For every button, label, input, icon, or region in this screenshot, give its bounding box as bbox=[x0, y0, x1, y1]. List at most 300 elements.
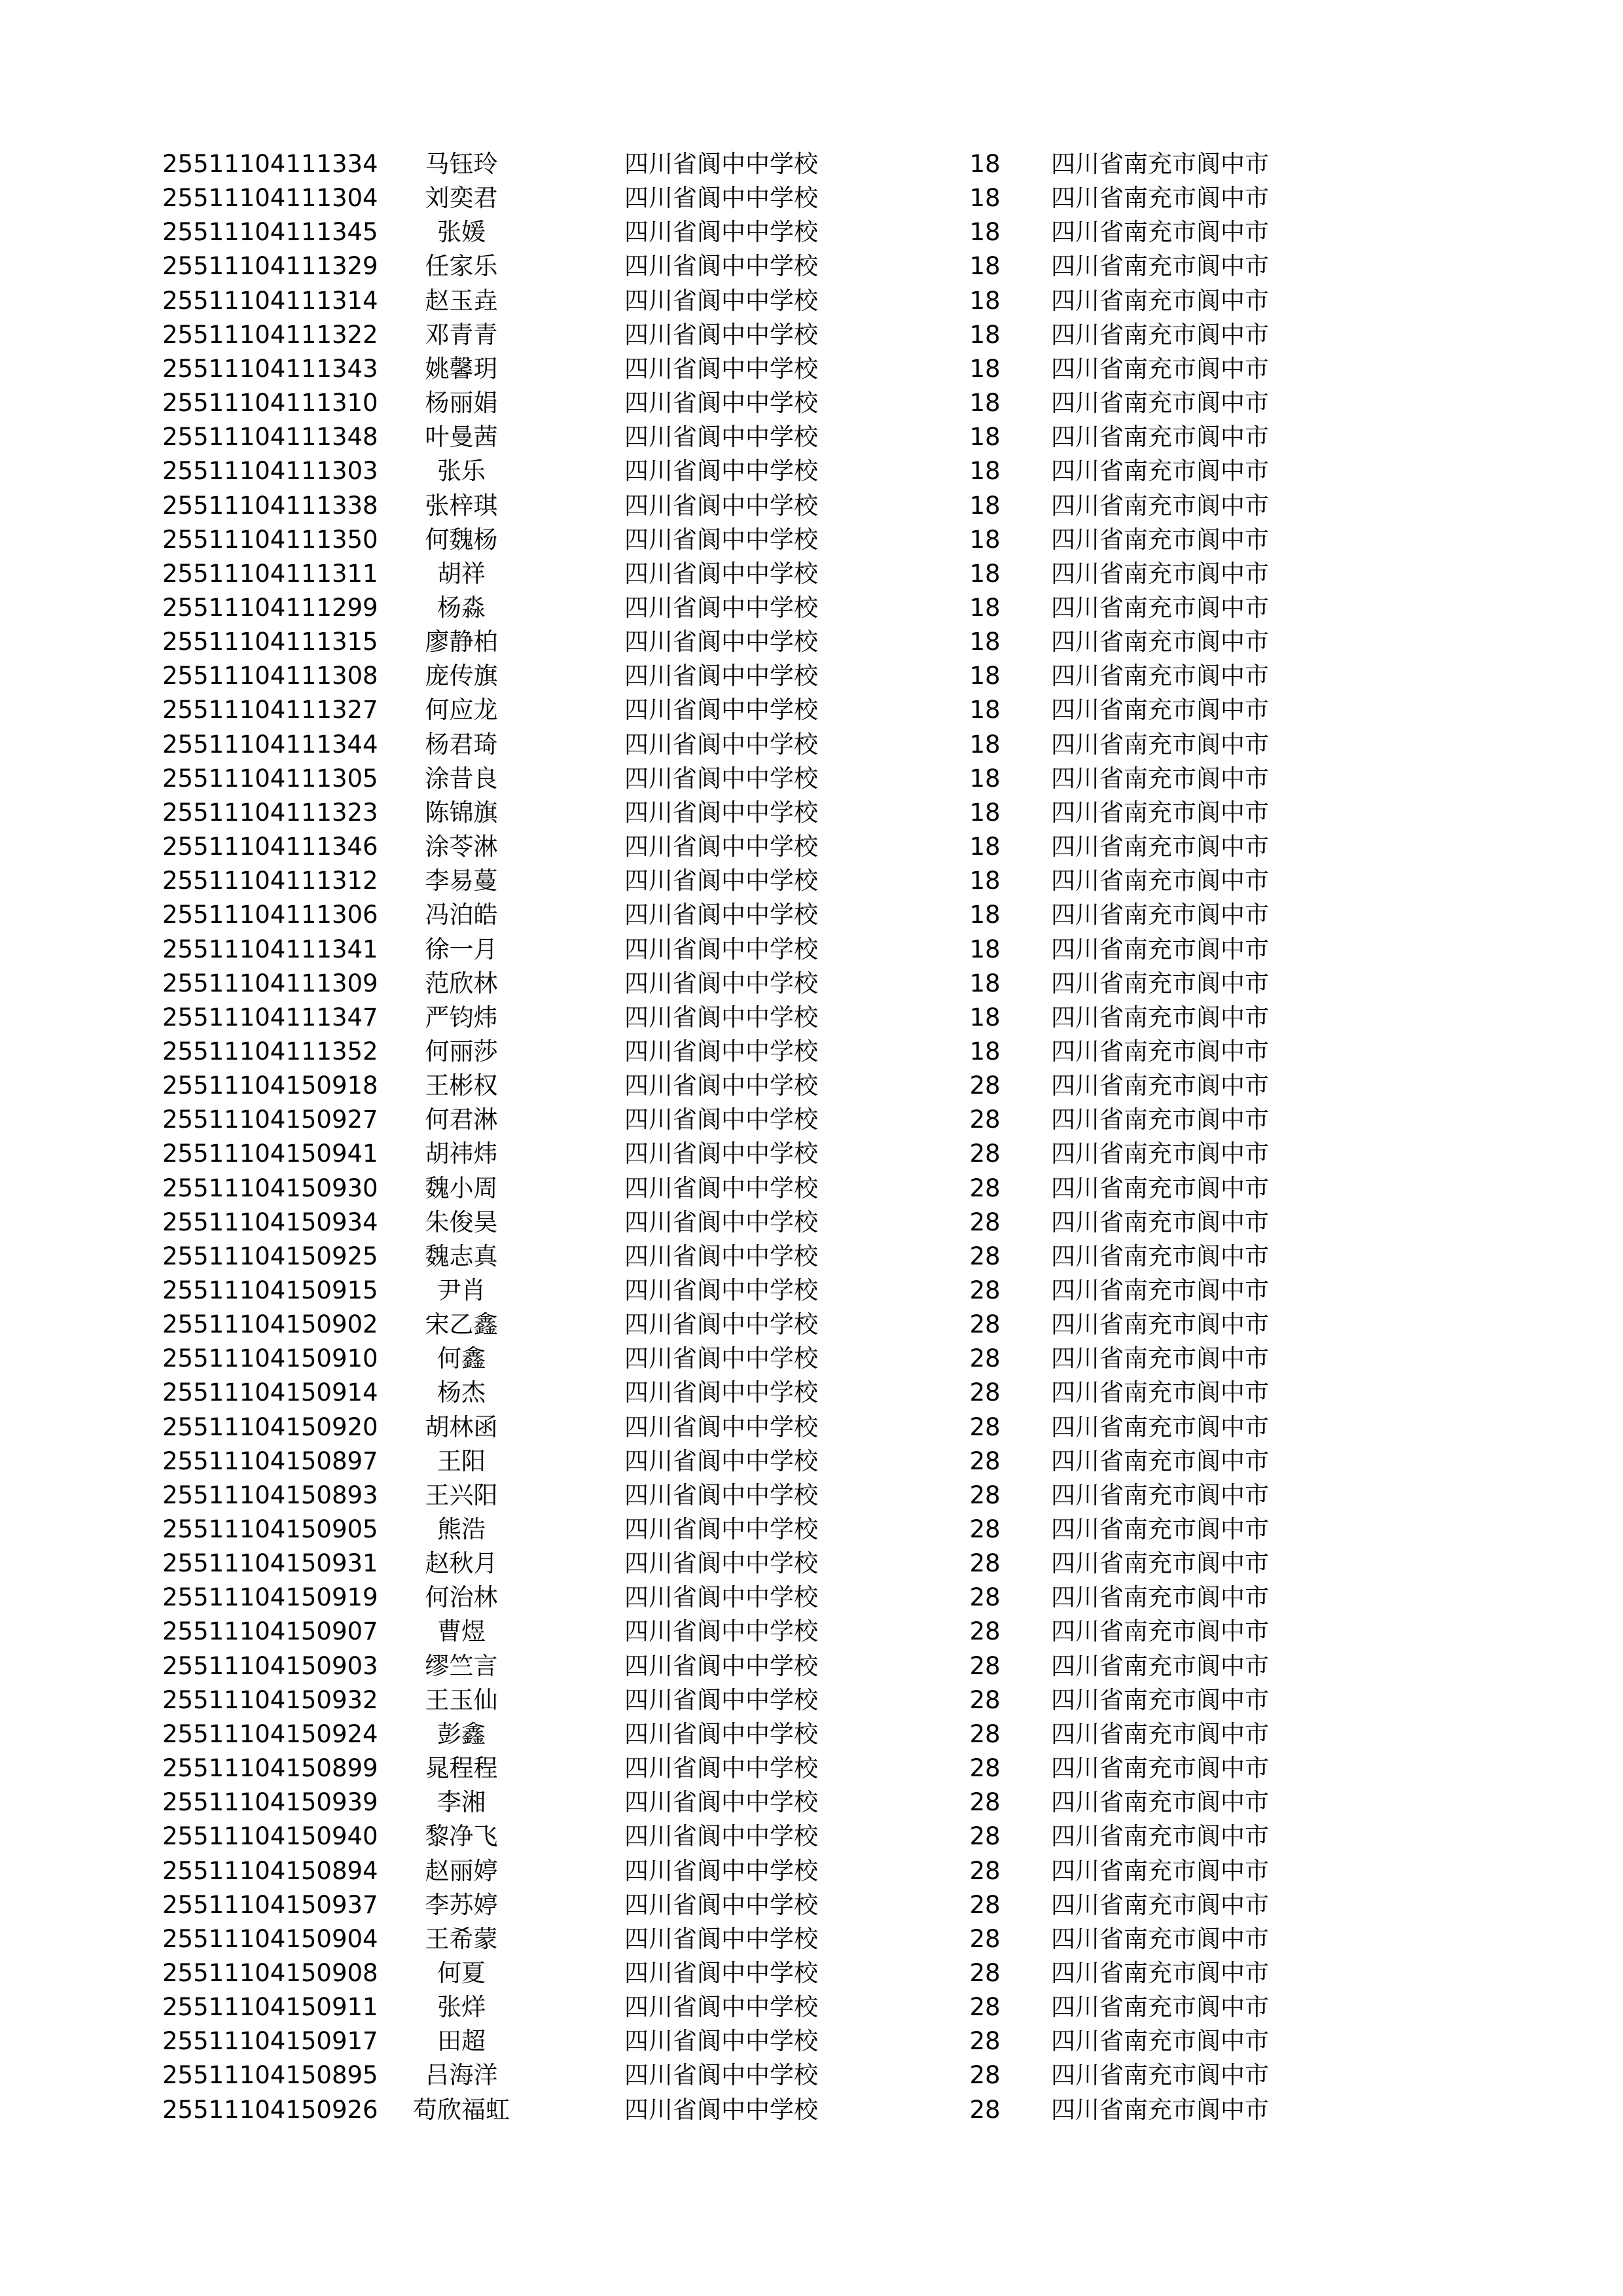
code-cell: 18 bbox=[969, 525, 1001, 554]
school-cell: 四川省阆中中学校 bbox=[624, 1105, 818, 1134]
student-id-cell: 25511104150903 bbox=[162, 1651, 378, 1680]
student-id-cell: 25511104111322 bbox=[162, 320, 378, 349]
school-cell: 四川省阆中中学校 bbox=[624, 184, 818, 213]
table-row bbox=[0, 420, 1623, 454]
code-cell: 28 bbox=[969, 1890, 1001, 1919]
table-row bbox=[0, 1615, 1623, 1649]
student-name-cell: 范欣林 bbox=[425, 969, 498, 997]
region-cell: 四川省南充市阆中市 bbox=[1051, 1993, 1269, 2022]
school-cell: 四川省阆中中学校 bbox=[624, 559, 818, 588]
student-id-cell: 25511104150930 bbox=[162, 1174, 378, 1202]
region-cell: 四川省南充市阆中市 bbox=[1051, 1037, 1269, 1066]
student-name-cell: 冯泊皓 bbox=[425, 901, 498, 929]
student-id-cell: 25511104111352 bbox=[162, 1037, 378, 1066]
table-row bbox=[0, 1410, 1623, 1444]
student-name-cell: 刘奕君 bbox=[425, 184, 498, 213]
region-cell: 四川省南充市阆中市 bbox=[1051, 1822, 1269, 1851]
student-id-cell: 25511104150925 bbox=[162, 1242, 378, 1270]
table-row bbox=[0, 762, 1623, 796]
school-cell: 四川省阆中中学校 bbox=[624, 1754, 818, 1782]
student-id-cell: 25511104150924 bbox=[162, 1719, 378, 1748]
school-cell: 四川省阆中中学校 bbox=[624, 1890, 818, 1919]
student-name-cell: 王兴阳 bbox=[425, 1480, 498, 1509]
code-cell: 28 bbox=[969, 1754, 1001, 1782]
school-cell: 四川省阆中中学校 bbox=[624, 593, 818, 622]
table-row bbox=[0, 523, 1623, 557]
student-id-cell: 25511104111310 bbox=[162, 389, 378, 417]
student-id-cell: 25511104111309 bbox=[162, 969, 378, 997]
student-name-cell: 廖静柏 bbox=[425, 628, 498, 656]
school-cell: 四川省阆中中学校 bbox=[624, 730, 818, 759]
table-row bbox=[0, 147, 1623, 181]
student-name-cell: 彭鑫 bbox=[437, 1719, 486, 1748]
student-name-cell: 陈锦旗 bbox=[425, 798, 498, 827]
code-cell: 28 bbox=[969, 1139, 1001, 1168]
school-cell: 四川省阆中中学校 bbox=[624, 1412, 818, 1441]
table-row bbox=[0, 1103, 1623, 1137]
student-id-cell: 25511104150899 bbox=[162, 1754, 378, 1782]
code-cell: 18 bbox=[969, 354, 1001, 383]
region-cell: 四川省南充市阆中市 bbox=[1051, 1856, 1269, 1885]
table-row bbox=[0, 1342, 1623, 1376]
table-row bbox=[0, 728, 1623, 762]
code-cell: 18 bbox=[969, 252, 1001, 281]
student-name-cell: 庞传旗 bbox=[425, 662, 498, 691]
student-id-cell: 25511104111344 bbox=[162, 730, 378, 759]
student-id-cell: 25511104111334 bbox=[162, 150, 378, 178]
student-name-cell: 胡林函 bbox=[425, 1412, 498, 1441]
region-cell: 四川省南充市阆中市 bbox=[1051, 1310, 1269, 1339]
code-cell: 28 bbox=[969, 1685, 1001, 1714]
region-cell: 四川省南充市阆中市 bbox=[1051, 1105, 1269, 1134]
student-id-cell: 25511104111346 bbox=[162, 833, 378, 861]
code-cell: 28 bbox=[969, 2061, 1001, 2090]
table-row bbox=[0, 1683, 1623, 1717]
region-cell: 四川省南充市阆中市 bbox=[1051, 662, 1269, 691]
region-cell: 四川省南充市阆中市 bbox=[1051, 730, 1269, 759]
code-cell: 18 bbox=[969, 389, 1001, 417]
student-id-cell: 25511104150927 bbox=[162, 1105, 378, 1134]
region-cell: 四川省南充市阆中市 bbox=[1051, 1583, 1269, 1612]
region-cell: 四川省南充市阆中市 bbox=[1051, 1480, 1269, 1509]
student-name-cell: 晁程程 bbox=[425, 1754, 498, 1782]
student-id-cell: 25511104150932 bbox=[162, 1685, 378, 1714]
code-cell: 18 bbox=[969, 559, 1001, 588]
student-name-cell: 胡祎炜 bbox=[425, 1139, 498, 1168]
school-cell: 四川省阆中中学校 bbox=[624, 218, 818, 247]
region-cell: 四川省南充市阆中市 bbox=[1051, 1719, 1269, 1748]
code-cell: 28 bbox=[969, 1412, 1001, 1441]
region-cell: 四川省南充市阆中市 bbox=[1051, 901, 1269, 929]
table-row bbox=[0, 1444, 1623, 1479]
student-id-cell: 25511104150926 bbox=[162, 2095, 378, 2124]
school-cell: 四川省阆中中学校 bbox=[624, 1958, 818, 1987]
table-row bbox=[0, 933, 1623, 967]
student-id-cell: 25511104111345 bbox=[162, 218, 378, 247]
region-cell: 四川省南充市阆中市 bbox=[1051, 1071, 1269, 1100]
student-id-cell: 25511104150915 bbox=[162, 1276, 378, 1304]
table-row bbox=[0, 352, 1623, 386]
region-cell: 四川省南充市阆中市 bbox=[1051, 798, 1269, 827]
student-id-cell: 25511104150914 bbox=[162, 1378, 378, 1407]
table-row bbox=[0, 796, 1623, 830]
school-cell: 四川省阆中中学校 bbox=[624, 2061, 818, 2090]
table-row bbox=[0, 249, 1623, 283]
student-name-cell: 马钰玲 bbox=[425, 150, 498, 178]
region-cell: 四川省南充市阆中市 bbox=[1051, 184, 1269, 213]
school-cell: 四川省阆中中学校 bbox=[624, 628, 818, 656]
student-id-cell: 25511104111306 bbox=[162, 901, 378, 929]
school-cell: 四川省阆中中学校 bbox=[624, 1549, 818, 1578]
student-id-cell: 25511104111341 bbox=[162, 935, 378, 963]
student-id-cell: 25511104111305 bbox=[162, 764, 378, 793]
code-cell: 18 bbox=[969, 150, 1001, 178]
table-row bbox=[0, 1751, 1623, 1785]
school-cell: 四川省阆中中学校 bbox=[624, 1344, 818, 1373]
student-id-cell: 25511104150893 bbox=[162, 1480, 378, 1509]
code-cell: 28 bbox=[969, 1344, 1001, 1373]
table-row bbox=[0, 1990, 1623, 2024]
code-cell: 18 bbox=[969, 218, 1001, 247]
student-id-cell: 25511104111308 bbox=[162, 662, 378, 691]
table-row bbox=[0, 1479, 1623, 1513]
school-cell: 四川省阆中中学校 bbox=[624, 1139, 818, 1168]
student-id-cell: 25511104150904 bbox=[162, 1924, 378, 1953]
code-cell: 28 bbox=[969, 1174, 1001, 1202]
code-cell: 18 bbox=[969, 730, 1001, 759]
code-cell: 28 bbox=[969, 1242, 1001, 1270]
region-cell: 四川省南充市阆中市 bbox=[1051, 764, 1269, 793]
school-cell: 四川省阆中中学校 bbox=[624, 423, 818, 452]
table-row bbox=[0, 1547, 1623, 1581]
table-row bbox=[0, 2024, 1623, 2058]
student-id-cell: 25511104111314 bbox=[162, 286, 378, 315]
table-row bbox=[0, 1274, 1623, 1308]
school-cell: 四川省阆中中学校 bbox=[624, 1378, 818, 1407]
student-name-cell: 熊浩 bbox=[437, 1515, 486, 1543]
student-name-cell: 徐一月 bbox=[425, 935, 498, 963]
region-cell: 四川省南充市阆中市 bbox=[1051, 593, 1269, 622]
school-cell: 四川省阆中中学校 bbox=[624, 2095, 818, 2124]
student-id-cell: 25511104150940 bbox=[162, 1822, 378, 1851]
student-name-cell: 涂昔良 bbox=[425, 764, 498, 793]
region-cell: 四川省南充市阆中市 bbox=[1051, 1685, 1269, 1714]
school-cell: 四川省阆中中学校 bbox=[624, 1174, 818, 1202]
region-cell: 四川省南充市阆中市 bbox=[1051, 1412, 1269, 1441]
school-cell: 四川省阆中中学校 bbox=[624, 833, 818, 861]
region-cell: 四川省南充市阆中市 bbox=[1051, 457, 1269, 486]
student-name-cell: 尹肖 bbox=[437, 1276, 486, 1304]
region-cell: 四川省南充市阆中市 bbox=[1051, 969, 1269, 997]
region-cell: 四川省南充市阆中市 bbox=[1051, 1242, 1269, 1270]
code-cell: 28 bbox=[969, 1105, 1001, 1134]
code-cell: 18 bbox=[969, 935, 1001, 963]
student-id-cell: 25511104111311 bbox=[162, 559, 378, 588]
table-row bbox=[0, 2058, 1623, 2092]
student-id-cell: 25511104111303 bbox=[162, 457, 378, 486]
code-cell: 28 bbox=[969, 1208, 1001, 1236]
student-name-cell: 王希蒙 bbox=[425, 1924, 498, 1953]
table-row bbox=[0, 386, 1623, 420]
table-row bbox=[0, 1649, 1623, 1683]
student-id-cell: 25511104150934 bbox=[162, 1208, 378, 1236]
table-row bbox=[0, 625, 1623, 659]
student-name-cell: 何夏 bbox=[437, 1958, 486, 1987]
table-row bbox=[0, 181, 1623, 215]
student-name-cell: 李苏婷 bbox=[425, 1890, 498, 1919]
school-cell: 四川省阆中中学校 bbox=[624, 389, 818, 417]
region-cell: 四川省南充市阆中市 bbox=[1051, 1924, 1269, 1953]
code-cell: 18 bbox=[969, 696, 1001, 725]
code-cell: 18 bbox=[969, 1037, 1001, 1066]
school-cell: 四川省阆中中学校 bbox=[624, 1242, 818, 1270]
student-name-cell: 杨丽娟 bbox=[425, 389, 498, 417]
region-cell: 四川省南充市阆中市 bbox=[1051, 1446, 1269, 1475]
school-cell: 四川省阆中中学校 bbox=[624, 1993, 818, 2022]
school-cell: 四川省阆中中学校 bbox=[624, 1310, 818, 1339]
school-cell: 四川省阆中中学校 bbox=[624, 457, 818, 486]
school-cell: 四川省阆中中学校 bbox=[624, 1719, 818, 1748]
school-cell: 四川省阆中中学校 bbox=[624, 1003, 818, 1031]
school-cell: 四川省阆中中学校 bbox=[624, 1071, 818, 1100]
table-row bbox=[0, 1376, 1623, 1410]
table-row bbox=[0, 215, 1623, 249]
student-name-cell: 朱俊昊 bbox=[425, 1208, 498, 1236]
student-id-cell: 25511104111347 bbox=[162, 1003, 378, 1031]
student-name-cell: 张媛 bbox=[437, 218, 486, 247]
code-cell: 28 bbox=[969, 1719, 1001, 1748]
student-id-cell: 25511104111304 bbox=[162, 184, 378, 213]
code-cell: 18 bbox=[969, 764, 1001, 793]
code-cell: 28 bbox=[969, 1924, 1001, 1953]
student-name-cell: 魏小周 bbox=[425, 1174, 498, 1202]
table-row bbox=[0, 454, 1623, 488]
code-cell: 18 bbox=[969, 593, 1001, 622]
student-id-cell: 25511104150908 bbox=[162, 1958, 378, 1987]
region-cell: 四川省南充市阆中市 bbox=[1051, 1890, 1269, 1919]
table-row bbox=[0, 830, 1623, 864]
region-cell: 四川省南充市阆中市 bbox=[1051, 525, 1269, 554]
student-id-cell: 25511104111299 bbox=[162, 593, 378, 622]
school-cell: 四川省阆中中学校 bbox=[624, 1480, 818, 1509]
table-row bbox=[0, 1956, 1623, 1990]
code-cell: 28 bbox=[969, 2027, 1001, 2056]
student-name-cell: 苟欣福虹 bbox=[413, 2095, 510, 2124]
region-cell: 四川省南充市阆中市 bbox=[1051, 354, 1269, 383]
student-name-cell: 宋乙鑫 bbox=[425, 1310, 498, 1339]
code-cell: 28 bbox=[969, 1071, 1001, 1100]
student-name-cell: 任家乐 bbox=[425, 252, 498, 281]
school-cell: 四川省阆中中学校 bbox=[624, 1617, 818, 1646]
region-cell: 四川省南充市阆中市 bbox=[1051, 867, 1269, 895]
student-name-cell: 张烊 bbox=[437, 1993, 486, 2022]
student-name-cell: 叶曼茜 bbox=[425, 423, 498, 452]
region-cell: 四川省南充市阆中市 bbox=[1051, 1174, 1269, 1202]
school-cell: 四川省阆中中学校 bbox=[624, 1446, 818, 1475]
region-cell: 四川省南充市阆中市 bbox=[1051, 389, 1269, 417]
student-name-cell: 魏志真 bbox=[425, 1242, 498, 1270]
region-cell: 四川省南充市阆中市 bbox=[1051, 286, 1269, 315]
code-cell: 28 bbox=[969, 1310, 1001, 1339]
school-cell: 四川省阆中中学校 bbox=[624, 1037, 818, 1066]
code-cell: 18 bbox=[969, 457, 1001, 486]
school-cell: 四川省阆中中学校 bbox=[624, 252, 818, 281]
table-row bbox=[0, 693, 1623, 727]
table-row bbox=[0, 864, 1623, 898]
region-cell: 四川省南充市阆中市 bbox=[1051, 1276, 1269, 1304]
school-cell: 四川省阆中中学校 bbox=[624, 1276, 818, 1304]
student-name-cell: 涂苓淋 bbox=[425, 833, 498, 861]
code-cell: 18 bbox=[969, 833, 1001, 861]
student-id-cell: 25511104111315 bbox=[162, 628, 378, 656]
student-id-cell: 25511104150939 bbox=[162, 1788, 378, 1817]
region-cell: 四川省南充市阆中市 bbox=[1051, 1208, 1269, 1236]
student-id-cell: 25511104150917 bbox=[162, 2027, 378, 2056]
table-row bbox=[0, 1172, 1623, 1206]
school-cell: 四川省阆中中学校 bbox=[624, 696, 818, 725]
code-cell: 18 bbox=[969, 423, 1001, 452]
student-name-cell: 何魏杨 bbox=[425, 525, 498, 554]
school-cell: 四川省阆中中学校 bbox=[624, 1651, 818, 1680]
code-cell: 28 bbox=[969, 1617, 1001, 1646]
code-cell: 28 bbox=[969, 2095, 1001, 2124]
school-cell: 四川省阆中中学校 bbox=[624, 935, 818, 963]
school-cell: 四川省阆中中学校 bbox=[624, 901, 818, 929]
table-row bbox=[0, 1035, 1623, 1069]
student-id-cell: 25511104150911 bbox=[162, 1993, 378, 2022]
table-row bbox=[0, 489, 1623, 523]
student-name-cell: 王彬权 bbox=[425, 1071, 498, 1100]
student-id-cell: 25511104150905 bbox=[162, 1515, 378, 1543]
student-name-cell: 曹煜 bbox=[437, 1617, 486, 1646]
region-cell: 四川省南充市阆中市 bbox=[1051, 1515, 1269, 1543]
table-row bbox=[0, 1206, 1623, 1240]
student-name-cell: 杨杰 bbox=[437, 1378, 486, 1407]
student-name-cell: 何治林 bbox=[425, 1583, 498, 1612]
code-cell: 18 bbox=[969, 901, 1001, 929]
region-cell: 四川省南充市阆中市 bbox=[1051, 833, 1269, 861]
student-name-cell: 杨淼 bbox=[437, 593, 486, 622]
student-name-cell: 何丽莎 bbox=[425, 1037, 498, 1066]
region-cell: 四川省南充市阆中市 bbox=[1051, 935, 1269, 963]
school-cell: 四川省阆中中学校 bbox=[624, 286, 818, 315]
code-cell: 28 bbox=[969, 1822, 1001, 1851]
student-id-cell: 25511104111329 bbox=[162, 252, 378, 281]
student-name-cell: 赵丽婷 bbox=[425, 1856, 498, 1885]
school-cell: 四川省阆中中学校 bbox=[624, 320, 818, 349]
student-id-cell: 25511104150941 bbox=[162, 1139, 378, 1168]
table-row bbox=[0, 1513, 1623, 1547]
region-cell: 四川省南充市阆中市 bbox=[1051, 252, 1269, 281]
school-cell: 四川省阆中中学校 bbox=[624, 867, 818, 895]
code-cell: 18 bbox=[969, 320, 1001, 349]
table-row bbox=[0, 1240, 1623, 1274]
code-cell: 28 bbox=[969, 1993, 1001, 2022]
region-cell: 四川省南充市阆中市 bbox=[1051, 2061, 1269, 2090]
table-row bbox=[0, 2093, 1623, 2127]
student-id-cell: 25511104150910 bbox=[162, 1344, 378, 1373]
code-cell: 28 bbox=[969, 1958, 1001, 1987]
student-id-cell: 25511104111323 bbox=[162, 798, 378, 827]
student-name-cell: 田超 bbox=[437, 2027, 486, 2056]
student-name-cell: 姚馨玥 bbox=[425, 354, 498, 383]
table-row bbox=[0, 967, 1623, 1001]
table-row bbox=[0, 557, 1623, 591]
student-name-cell: 李易蔓 bbox=[425, 867, 498, 895]
student-id-cell: 25511104150918 bbox=[162, 1071, 378, 1100]
table-row bbox=[0, 1854, 1623, 1888]
code-cell: 28 bbox=[969, 1549, 1001, 1578]
student-id-cell: 25511104111312 bbox=[162, 867, 378, 895]
school-cell: 四川省阆中中学校 bbox=[624, 1583, 818, 1612]
student-name-cell: 吕海洋 bbox=[425, 2061, 498, 2090]
table-row bbox=[0, 1717, 1623, 1751]
code-cell: 28 bbox=[969, 1856, 1001, 1885]
student-name-cell: 王玉仙 bbox=[425, 1685, 498, 1714]
region-cell: 四川省南充市阆中市 bbox=[1051, 1139, 1269, 1168]
school-cell: 四川省阆中中学校 bbox=[624, 1788, 818, 1817]
school-cell: 四川省阆中中学校 bbox=[624, 662, 818, 691]
school-cell: 四川省阆中中学校 bbox=[624, 525, 818, 554]
code-cell: 18 bbox=[969, 1003, 1001, 1031]
table-row bbox=[0, 659, 1623, 693]
school-cell: 四川省阆中中学校 bbox=[624, 150, 818, 178]
student-name-cell: 胡祥 bbox=[437, 559, 486, 588]
student-id-cell: 25511104150920 bbox=[162, 1412, 378, 1441]
student-id-cell: 25511104111348 bbox=[162, 423, 378, 452]
student-name-cell: 邓青青 bbox=[425, 320, 498, 349]
student-id-cell: 25511104150907 bbox=[162, 1617, 378, 1646]
table-row bbox=[0, 1137, 1623, 1171]
region-cell: 四川省南充市阆中市 bbox=[1051, 1003, 1269, 1031]
code-cell: 18 bbox=[969, 286, 1001, 315]
school-cell: 四川省阆中中学校 bbox=[624, 1685, 818, 1714]
school-cell: 四川省阆中中学校 bbox=[624, 1856, 818, 1885]
table-row bbox=[0, 1069, 1623, 1103]
table-row bbox=[0, 1001, 1623, 1035]
student-id-cell: 25511104150919 bbox=[162, 1583, 378, 1612]
student-id-cell: 25511104150902 bbox=[162, 1310, 378, 1339]
table-row bbox=[0, 591, 1623, 625]
table-row bbox=[0, 1888, 1623, 1922]
school-cell: 四川省阆中中学校 bbox=[624, 1924, 818, 1953]
student-name-cell: 赵玉垚 bbox=[425, 286, 498, 315]
table-row bbox=[0, 1785, 1623, 1820]
school-cell: 四川省阆中中学校 bbox=[624, 491, 818, 520]
table-row bbox=[0, 1820, 1623, 1854]
region-cell: 四川省南充市阆中市 bbox=[1051, 150, 1269, 178]
student-name-cell: 何鑫 bbox=[437, 1344, 486, 1373]
table-row bbox=[0, 1922, 1623, 1956]
school-cell: 四川省阆中中学校 bbox=[624, 764, 818, 793]
table-row bbox=[0, 898, 1623, 932]
region-cell: 四川省南充市阆中市 bbox=[1051, 628, 1269, 656]
student-id-cell: 25511104150931 bbox=[162, 1549, 378, 1578]
student-name-cell: 何君淋 bbox=[425, 1105, 498, 1134]
region-cell: 四川省南充市阆中市 bbox=[1051, 1788, 1269, 1817]
student-id-cell: 25511104150937 bbox=[162, 1890, 378, 1919]
table-row bbox=[0, 1581, 1623, 1615]
table-row bbox=[0, 318, 1623, 352]
region-cell: 四川省南充市阆中市 bbox=[1051, 1344, 1269, 1373]
school-cell: 四川省阆中中学校 bbox=[624, 798, 818, 827]
code-cell: 28 bbox=[969, 1446, 1001, 1475]
region-cell: 四川省南充市阆中市 bbox=[1051, 1617, 1269, 1646]
student-id-cell: 25511104150895 bbox=[162, 2061, 378, 2090]
region-cell: 四川省南充市阆中市 bbox=[1051, 1651, 1269, 1680]
student-id-cell: 25511104150894 bbox=[162, 1856, 378, 1885]
code-cell: 28 bbox=[969, 1651, 1001, 1680]
